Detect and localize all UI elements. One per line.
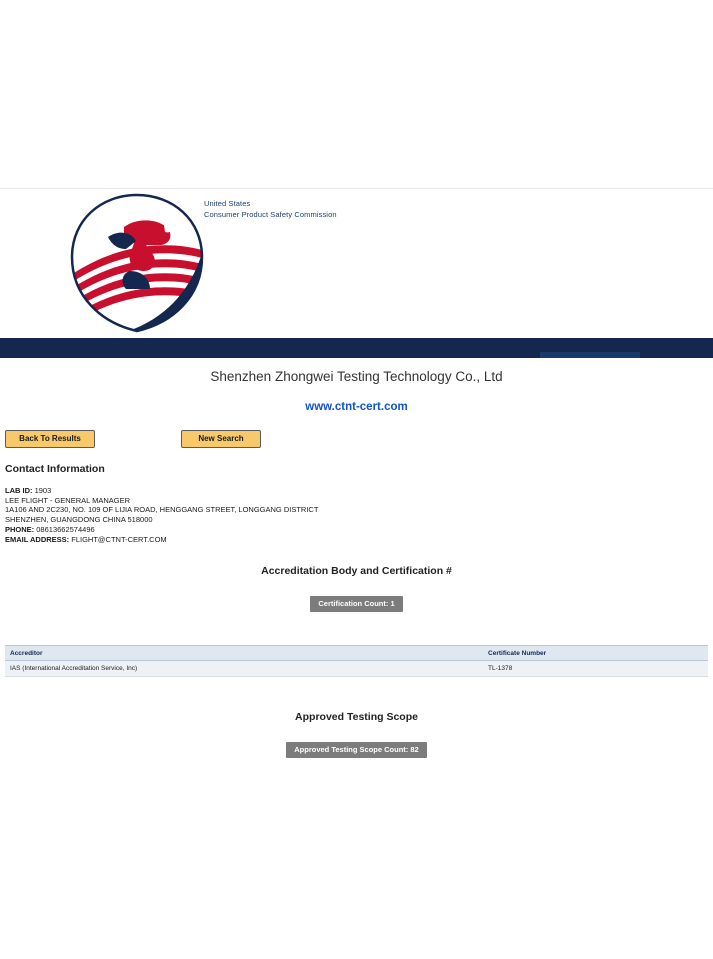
table-row: [5, 661, 708, 677]
column-header-certificate-number[interactable]: Certificate Number: [483, 646, 708, 661]
column-header-accreditor[interactable]: Accreditor: [5, 646, 483, 661]
address-line-2: SHENZHEN, GUANGDONG CHINA 518000: [5, 515, 153, 525]
navigation-bar-tab[interactable]: [540, 352, 640, 358]
phone-label: PHONE:: [5, 524, 35, 534]
accreditation-heading: Accreditation Body and Certification #: [261, 565, 452, 577]
phone-row: [5, 525, 318, 535]
contact-person: LEE FLIGHT - GENERAL MANAGER: [5, 495, 131, 505]
accreditation-table: [5, 645, 708, 677]
email-address-label: EMAIL ADDRESS:: [5, 534, 70, 544]
contact-information-block: [5, 486, 318, 544]
cpsc-seal-icon: [68, 193, 206, 333]
certification-count-badge: Certification Count: 1: [310, 596, 402, 612]
email-row: [5, 535, 318, 545]
navigation-bar: [0, 338, 713, 358]
lab-id-value: 1903: [34, 486, 52, 495]
agency-name: [204, 198, 337, 221]
lab-id-row: [5, 486, 318, 496]
approved-testing-scope-count-badge: Approved Testing Scope Count: 82: [286, 742, 426, 758]
approved-testing-scope-heading: Approved Testing Scope: [295, 711, 418, 723]
table-header-row: [5, 646, 708, 661]
agency-line-2: Consumer Product Safety Commission: [204, 210, 337, 220]
back-to-results-button[interactable]: Back To Results: [5, 430, 95, 448]
new-search-button[interactable]: New Search: [181, 430, 261, 448]
lab-website-link[interactable]: www.ctnt-cert.com: [305, 401, 408, 413]
agency-line-1: United States: [204, 199, 251, 208]
address-line-1: 1A106 AND 2C230, NO. 109 OF LIJIA ROAD, HENGGANG STREET, LONGGANG DISTRICT: [5, 505, 319, 515]
phone-value: 08613662574496: [36, 524, 95, 534]
email-address-value: FLIGHT@CTNT-CERT.COM: [71, 534, 167, 544]
cell-accreditor: IAS (International Accreditation Service, Inc): [5, 661, 483, 677]
lab-id-label: LAB ID:: [5, 486, 33, 495]
cell-certificate-number: TL-1378: [483, 661, 708, 677]
page-title: Shenzhen Zhongwei Testing Technology Co., Ltd: [210, 369, 503, 384]
contact-information-heading: Contact Information: [5, 463, 105, 475]
